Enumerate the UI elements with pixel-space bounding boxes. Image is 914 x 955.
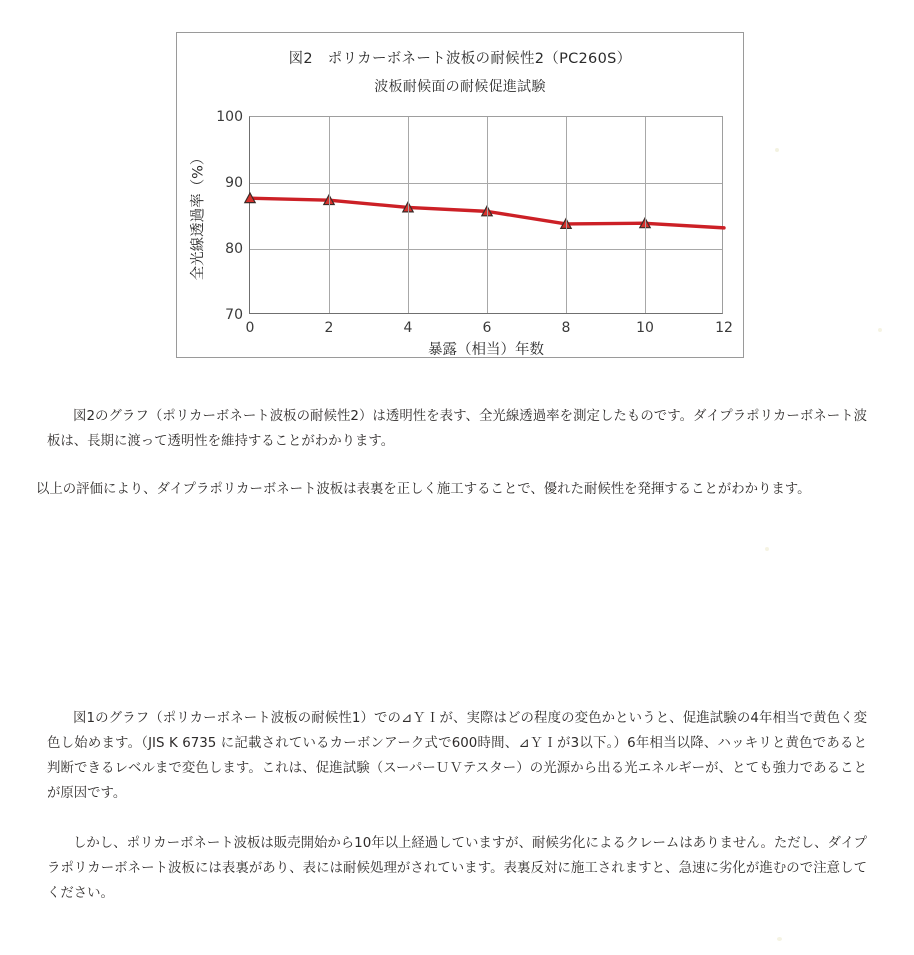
y-axis-title-text: 全光線透過率（%） bbox=[190, 150, 207, 280]
plot-inner bbox=[216, 109, 733, 336]
gridline-vertical bbox=[408, 117, 409, 313]
y-tick-label: 90 bbox=[225, 175, 243, 191]
figure-chart-container bbox=[176, 32, 744, 358]
y-tick-label: 80 bbox=[225, 241, 243, 257]
chart-subtitle: 波板耐候面の耐候促進試験 bbox=[374, 79, 546, 95]
gridline-horizontal bbox=[250, 249, 722, 250]
scan-artifact-speck bbox=[775, 148, 779, 152]
scan-artifact-speck bbox=[777, 937, 782, 941]
x-axis-title: 暴露（相当）年数 bbox=[428, 342, 544, 358]
y-axis-title bbox=[185, 116, 209, 314]
gridline-vertical bbox=[487, 117, 488, 313]
scan-artifact-speck bbox=[765, 547, 769, 551]
x-tick-label: 2 bbox=[324, 320, 334, 336]
x-tick-label: 8 bbox=[561, 320, 571, 336]
paragraph-field-experience: しかし、ポリカーボネート波板は販売開始から10年以上経過していますが、耐候劣化によるクレームはありません。ただし、ダイプラポリカーボネート波板には表裏があり、表には耐候処理がされています。表裏反対に施工されますと、急速に劣化が進むので注意してください。 bbox=[47, 836, 867, 901]
y-tick-label: 100 bbox=[216, 109, 243, 125]
plot-area bbox=[216, 109, 733, 336]
y-tick-label: 70 bbox=[225, 307, 243, 323]
chart-title: 図2 ポリカーボネート波板の耐候性2（PC260S） bbox=[288, 51, 632, 67]
gridline-vertical bbox=[329, 117, 330, 313]
gridline-horizontal bbox=[250, 183, 722, 184]
x-tick-label: 10 bbox=[636, 320, 654, 336]
paragraph-evaluation-summary: 以上の評価により、ダイプラポリカーボネート波板は表裏を正しく施工することで、優れた耐候性を発揮することがわかります。 bbox=[36, 482, 811, 497]
x-tick-label: 6 bbox=[482, 320, 492, 336]
x-tick-label: 4 bbox=[403, 320, 413, 336]
scan-artifact-speck bbox=[878, 328, 882, 332]
paragraph-figure2-description: 図2のグラフ（ポリカーボネート波板の耐候性2）は透明性を表す、全光線透過率を測定したものです。ダイプラポリカーボネート波板は、長期に渡って透明性を維持することがわかります。 bbox=[47, 409, 867, 449]
gridline-vertical bbox=[645, 117, 646, 313]
x-tick-label: 12 bbox=[715, 320, 733, 336]
gridline-vertical bbox=[566, 117, 567, 313]
x-tick-label: 0 bbox=[245, 320, 255, 336]
paragraph-figure1-yellowing: 図1のグラフ（ポリカーボネート波板の耐候性1）での⊿ＹＩが、実際はどの程度の変色かというと、促進試験の4年相当で黄色く変色し始めます。（JIS K 6735 に記載されているカーボンアーク式で600時間、⊿ＹＩが3以下。）6年相当以降、ハッキリと黄色であると判断できるレベルまで変色します。これは、促進試験（スーパーＵＶテスター）の光源から出る光エネルギーが、とても強力であることが原因です。 bbox=[47, 711, 867, 801]
